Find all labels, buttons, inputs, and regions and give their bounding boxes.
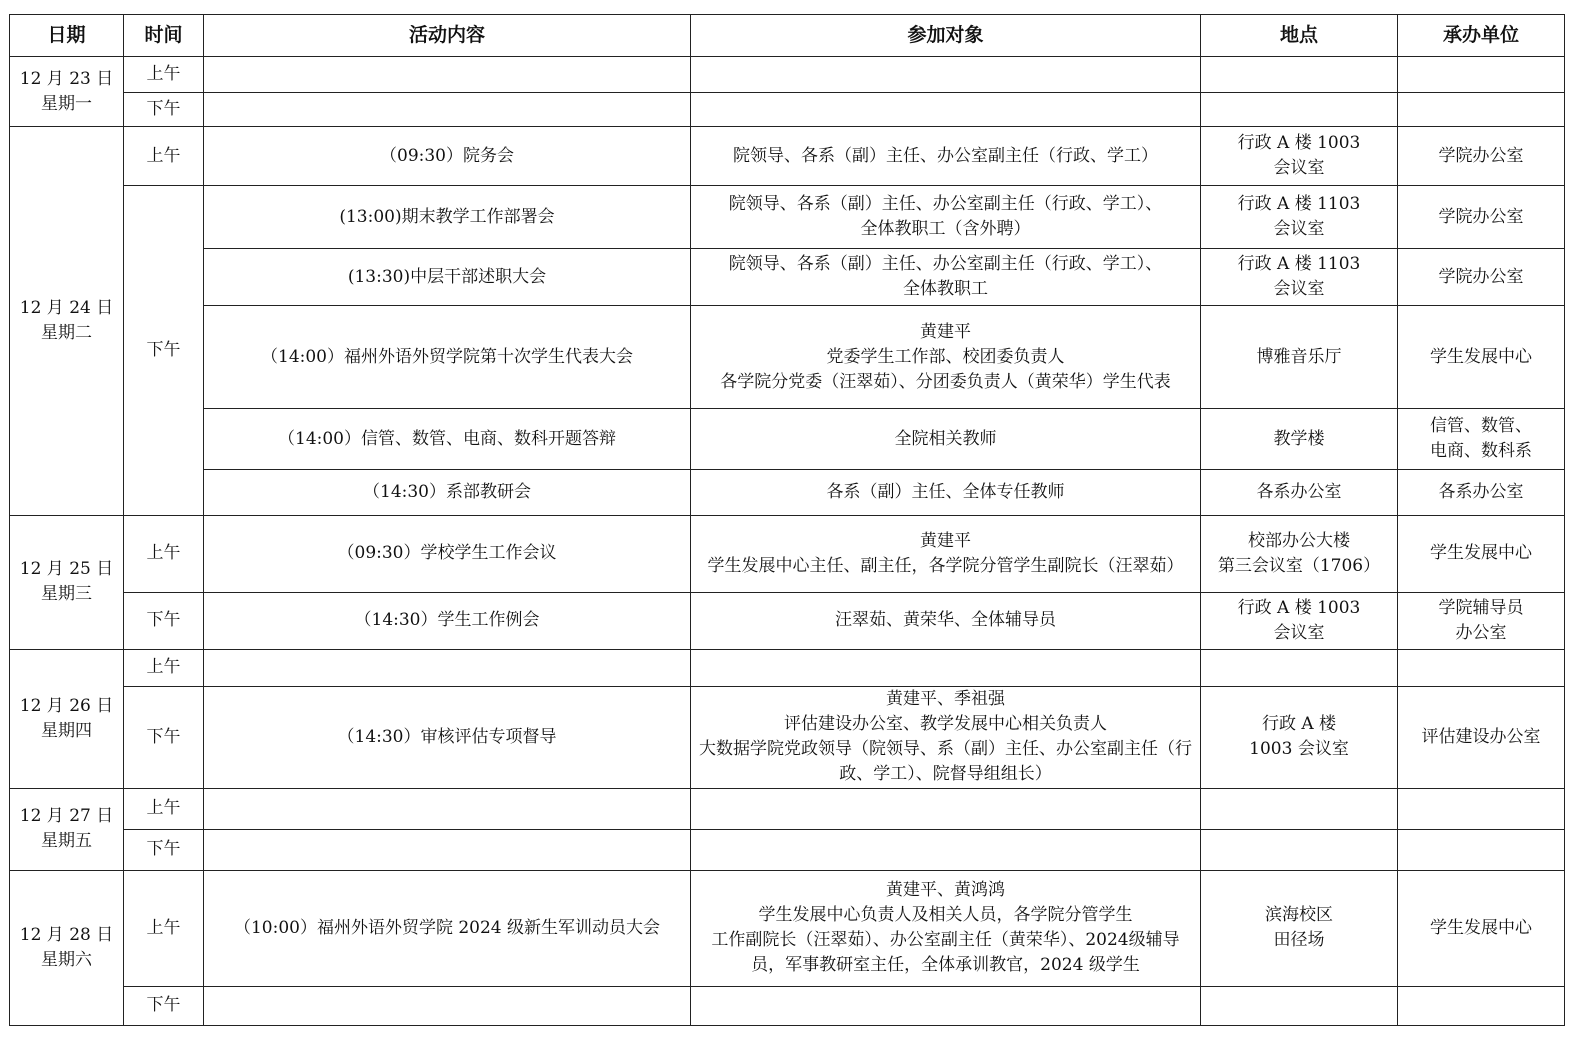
table-row [10,409,1565,470]
table-row [10,516,1565,592]
location-cell [1201,649,1398,686]
activity-cell: （14:30）审核评估专项督导 [204,686,691,788]
time-cell: 上午 [124,870,204,986]
organizer-cell [1398,93,1565,127]
table-row [10,870,1565,986]
participants-cell: 各系（副）主任、全体专任教师 [691,470,1201,516]
organizer-cell: 各系办公室 [1398,470,1565,516]
table-row [10,57,1565,93]
table-row [10,592,1565,649]
organizer-cell: 学院办公室 [1398,186,1565,249]
participants-cell: 黄建平、季祖强 评估建设办公室、教学发展中心相关负责人 大数据学院党政领导（院领导、系（副）主任、办公室副主任（行政、学工）、院督导组组长） [691,686,1201,788]
table-row [10,186,1565,249]
time-cell: 下午 [124,93,204,127]
time-cell: 上午 [124,788,204,829]
location-cell [1201,57,1398,93]
location-cell: 滨海校区 田径场 [1201,870,1398,986]
activity-cell: (13:30)中层干部述职大会 [204,249,691,306]
participants-cell [691,57,1201,93]
organizer-cell [1398,788,1565,829]
activity-cell: （14:30）学生工作例会 [204,592,691,649]
table-row [10,306,1565,409]
location-cell: 行政 A 楼 1103 会议室 [1201,186,1398,249]
participants-cell [691,788,1201,829]
organizer-cell: 信管、数管、 电商、数科系 [1398,409,1565,470]
header-location: 地点 [1201,15,1398,57]
time-cell: 下午 [124,986,204,1025]
participants-cell: 院领导、各系（副）主任、办公室副主任（行政、学工） [691,127,1201,186]
organizer-cell [1398,986,1565,1025]
activity-cell: （10:00）福州外语外贸学院 2024 级新生军训动员大会 [204,870,691,986]
organizer-cell: 学生发展中心 [1398,306,1565,409]
organizer-cell [1398,649,1565,686]
activity-cell [204,788,691,829]
location-cell [1201,829,1398,870]
schedule-table [9,14,1565,1026]
location-cell: 行政 A 楼 1003 会议室 [1201,592,1398,649]
participants-cell: 黄建平 学生发展中心主任、副主任，各学院分管学生副院长（汪翠茹） [691,516,1201,592]
activity-cell [204,93,691,127]
date-cell: 12 月 26 日 星期四 [10,649,124,788]
participants-cell [691,986,1201,1025]
organizer-cell [1398,829,1565,870]
participants-cell: 院领导、各系（副）主任、办公室副主任（行政、学工）、 全体教职工（含外聘） [691,186,1201,249]
time-cell: 上午 [124,127,204,186]
header-activity: 活动内容 [204,15,691,57]
activity-cell: （14:30）系部教研会 [204,470,691,516]
header-date: 日期 [10,15,124,57]
activity-cell: （14:00）福州外语外贸学院第十次学生代表大会 [204,306,691,409]
table-row [10,788,1565,829]
location-cell: 行政 A 楼 1003 会议室 [1201,127,1398,186]
header-organizer: 承办单位 [1398,15,1565,57]
location-cell: 教学楼 [1201,409,1398,470]
date-cell: 12 月 25 日 星期三 [10,516,124,649]
table-row [10,249,1565,306]
participants-cell [691,93,1201,127]
time-cell: 上午 [124,649,204,686]
date-cell: 12 月 27 日 星期五 [10,788,124,870]
activity-cell: （14:00）信管、数管、电商、数科开题答辩 [204,409,691,470]
time-cell: 下午 [124,592,204,649]
time-cell: 上午 [124,57,204,93]
organizer-cell: 学院办公室 [1398,127,1565,186]
location-cell: 各系办公室 [1201,470,1398,516]
table-row [10,986,1565,1025]
organizer-cell: 学生发展中心 [1398,870,1565,986]
participants-cell [691,829,1201,870]
participants-cell: 黄建平、黄鸿鸿 学生发展中心负责人及相关人员，各学院分管学生 工作副院长（汪翠茹）、办公室副主任（黄荣华）、2024级辅导员，军事教研室主任，全体承训教官，2024 级学生 [691,870,1201,986]
activity-cell [204,57,691,93]
activity-cell [204,986,691,1025]
location-cell [1201,788,1398,829]
participants-cell: 汪翠茹、黄荣华、全体辅导员 [691,592,1201,649]
participants-cell [691,649,1201,686]
organizer-cell: 学生发展中心 [1398,516,1565,592]
organizer-cell: 评估建设办公室 [1398,686,1565,788]
time-cell: 下午 [124,186,204,516]
participants-cell: 院领导、各系（副）主任、办公室副主任（行政、学工）、 全体教职工 [691,249,1201,306]
location-cell: 行政 A 楼 1003 会议室 [1201,686,1398,788]
time-cell: 上午 [124,516,204,592]
location-cell [1201,986,1398,1025]
table-row [10,829,1565,870]
table-row [10,93,1565,127]
activity-cell: (13:00)期末教学工作部署会 [204,186,691,249]
location-cell: 行政 A 楼 1103 会议室 [1201,249,1398,306]
header-participants: 参加对象 [691,15,1201,57]
time-cell: 下午 [124,686,204,788]
table-row [10,127,1565,186]
activity-cell [204,829,691,870]
participants-cell: 黄建平 党委学生工作部、校团委负责人 各学院分党委（汪翠茹）、分团委负责人（黄荣华）学生代表 [691,306,1201,409]
header-row [10,15,1565,57]
activity-cell: （09:30）学校学生工作会议 [204,516,691,592]
activity-cell: （09:30）院务会 [204,127,691,186]
table-row [10,649,1565,686]
organizer-cell: 学院辅导员 办公室 [1398,592,1565,649]
location-cell: 校部办公大楼 第三会议室（1706） [1201,516,1398,592]
date-cell: 12 月 28 日 星期六 [10,870,124,1025]
time-cell: 下午 [124,829,204,870]
location-cell: 博雅音乐厅 [1201,306,1398,409]
organizer-cell [1398,57,1565,93]
organizer-cell: 学院办公室 [1398,249,1565,306]
table-row [10,686,1565,788]
activity-cell [204,649,691,686]
table-row [10,470,1565,516]
date-cell: 12 月 24 日 星期二 [10,127,124,516]
location-cell [1201,93,1398,127]
header-time: 时间 [124,15,204,57]
date-cell: 12 月 23 日 星期一 [10,57,124,127]
participants-cell: 全院相关教师 [691,409,1201,470]
